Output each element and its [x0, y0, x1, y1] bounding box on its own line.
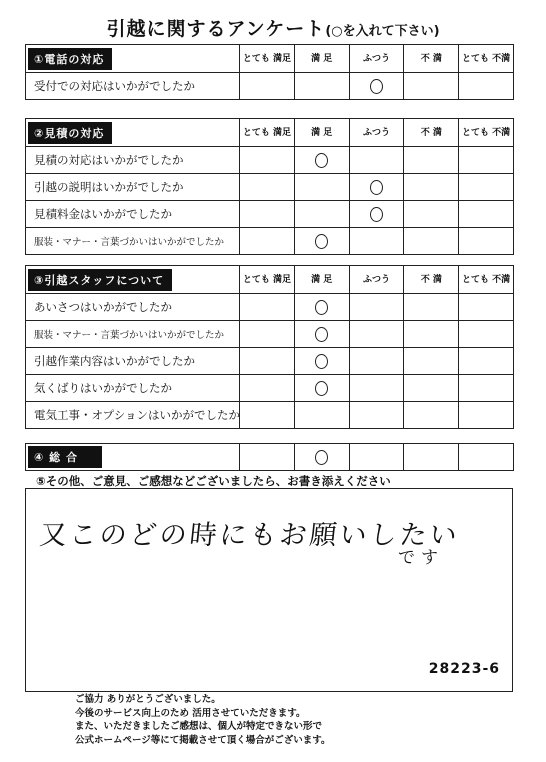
rating-cell[interactable] [459, 402, 514, 429]
circle-mark-icon [315, 153, 328, 168]
rating-cell[interactable] [459, 228, 514, 255]
rating-cell[interactable] [294, 147, 349, 174]
column-header: とても 満足 [240, 266, 295, 294]
rating-cell[interactable] [459, 444, 514, 471]
footer-line: 今後のサービス向上のため 活用させていただきます。 [75, 707, 306, 719]
rating-cell[interactable] [240, 375, 295, 402]
section-heading: ④ 総 合 [28, 446, 102, 468]
question-text: 服装・マナー・言葉づかいはいかがでしたか [26, 321, 240, 348]
rating-cell[interactable] [240, 73, 295, 100]
circle-mark-icon [315, 234, 328, 249]
rating-cell[interactable] [459, 147, 514, 174]
question-text: 電気工事・オプションはいかがでしたか [26, 402, 240, 429]
rating-cell[interactable] [294, 321, 349, 348]
rating-cell[interactable] [349, 294, 404, 321]
rating-cell[interactable] [294, 174, 349, 201]
rating-cell[interactable] [459, 375, 514, 402]
title-text: 引越に関するアンケート [106, 18, 326, 40]
rating-cell[interactable] [240, 147, 295, 174]
question-row [26, 228, 514, 255]
rating-cell[interactable] [459, 73, 514, 100]
rating-cell[interactable] [294, 201, 349, 228]
handwritten-comment-line1: 又このどの時にもお願いしたい [38, 520, 462, 551]
rating-cell[interactable] [349, 321, 404, 348]
rating-cell[interactable] [294, 294, 349, 321]
column-header: 不 満 [404, 119, 459, 147]
rating-cell[interactable] [459, 201, 514, 228]
footer-line: ご協力 ありがとうございました。 [75, 694, 221, 705]
title-instruction: (○を入れて下さい) [325, 24, 440, 39]
question-text: 服装・マナー・言葉づかいはいかがでしたか [26, 228, 240, 255]
footer-notice [75, 693, 331, 747]
question-text: 引越の説明はいかがでしたか [26, 174, 240, 201]
column-header: とても 不満 [459, 45, 514, 73]
rating-cell[interactable] [459, 321, 514, 348]
question-text: あいさつはいかがでしたか [26, 294, 240, 321]
rating-cell[interactable] [404, 321, 459, 348]
column-header: 不 満 [404, 266, 459, 294]
circle-mark-icon [315, 300, 328, 315]
section-phone-table [25, 44, 514, 100]
rating-cell[interactable] [240, 228, 295, 255]
question-row [26, 348, 514, 375]
circle-mark-icon [315, 450, 328, 465]
question-text: 引越作業内容はいかがでしたか [26, 348, 240, 375]
rating-cell[interactable] [404, 201, 459, 228]
rating-cell[interactable] [349, 444, 404, 471]
question-text: 見積料金はいかがでしたか [26, 201, 240, 228]
rating-cell[interactable] [404, 402, 459, 429]
rating-cell[interactable] [294, 444, 349, 471]
comments-prompt: ⑤その他、ご意見、ご感想などございましたら、お書き添えください [36, 474, 391, 488]
rating-cell[interactable] [240, 444, 295, 471]
column-header: 満 足 [294, 119, 349, 147]
section-heading: ③引越スタッフについて [28, 269, 172, 291]
column-header: ふつう [349, 119, 404, 147]
column-header: 満 足 [294, 45, 349, 73]
footer-line: また、いただきましたご感想は、個人が特定できない形で [75, 721, 323, 732]
circle-mark-icon [370, 79, 383, 94]
rating-cell[interactable] [294, 73, 349, 100]
section-overall-table [25, 443, 514, 471]
question-row [26, 402, 514, 429]
question-row [26, 201, 514, 228]
rating-cell[interactable] [240, 402, 295, 429]
rating-cell[interactable] [349, 375, 404, 402]
rating-cell[interactable] [404, 73, 459, 100]
rating-cell[interactable] [349, 348, 404, 375]
rating-cell[interactable] [404, 444, 459, 471]
column-header: ふつう [349, 266, 404, 294]
rating-cell[interactable] [459, 174, 514, 201]
question-text: 受付での対応はいかがでしたか [26, 73, 240, 100]
question-row [26, 147, 514, 174]
section-heading-cell [26, 266, 240, 294]
rating-cell[interactable] [240, 174, 295, 201]
form-id-code: 28223-6 [428, 661, 500, 677]
section-estimate-table [25, 118, 514, 255]
rating-cell[interactable] [349, 147, 404, 174]
question-row [26, 73, 514, 100]
handwritten-comment-line2: です [398, 548, 444, 568]
section-heading: ①電話の対応 [28, 48, 112, 70]
circle-mark-icon [315, 327, 328, 342]
rating-cell[interactable] [404, 147, 459, 174]
circle-mark-icon [315, 381, 328, 396]
rating-cell[interactable] [349, 174, 404, 201]
rating-cell[interactable] [294, 402, 349, 429]
section-heading-cell [26, 444, 240, 471]
question-row [26, 375, 514, 402]
column-header: とても 不満 [459, 266, 514, 294]
section-heading-cell [26, 45, 240, 73]
question-row [26, 321, 514, 348]
rating-cell[interactable] [459, 348, 514, 375]
rating-cell[interactable] [404, 228, 459, 255]
rating-cell[interactable] [240, 348, 295, 375]
circle-mark-icon [370, 180, 383, 195]
column-header: とても 満足 [240, 119, 295, 147]
rating-cell[interactable] [404, 174, 459, 201]
question-row [26, 294, 514, 321]
comments-box[interactable] [25, 488, 513, 692]
rating-cell[interactable] [349, 228, 404, 255]
rating-cell[interactable] [294, 228, 349, 255]
section-heading-cell [26, 119, 240, 147]
rating-cell[interactable] [294, 375, 349, 402]
section-heading: ②見積の対応 [28, 122, 112, 144]
footer-line: 公式ホームページ等にて掲載させて頂く場合がございます。 [75, 734, 331, 746]
column-header: とても 満足 [240, 45, 295, 73]
rating-cell[interactable] [349, 73, 404, 100]
rating-cell[interactable] [404, 348, 459, 375]
rating-cell[interactable] [404, 294, 459, 321]
circle-mark-icon [315, 354, 328, 369]
question-text: 気くばりはいかがでしたか [26, 375, 240, 402]
column-header: 不 満 [404, 45, 459, 73]
question-row [26, 444, 514, 471]
rating-cell[interactable] [459, 294, 514, 321]
page-title [0, 14, 546, 41]
rating-cell[interactable] [240, 321, 295, 348]
circle-mark-icon [370, 207, 383, 222]
rating-cell[interactable] [240, 201, 295, 228]
rating-cell[interactable] [404, 375, 459, 402]
column-header: とても 不満 [459, 119, 514, 147]
rating-cell[interactable] [349, 402, 404, 429]
section-staff-table [25, 265, 514, 429]
question-row [26, 174, 514, 201]
question-text: 見積の対応はいかがでしたか [26, 147, 240, 174]
rating-cell[interactable] [349, 201, 404, 228]
column-header: ふつう [349, 45, 404, 73]
rating-cell[interactable] [240, 294, 295, 321]
rating-cell[interactable] [294, 348, 349, 375]
column-header: 満 足 [294, 266, 349, 294]
